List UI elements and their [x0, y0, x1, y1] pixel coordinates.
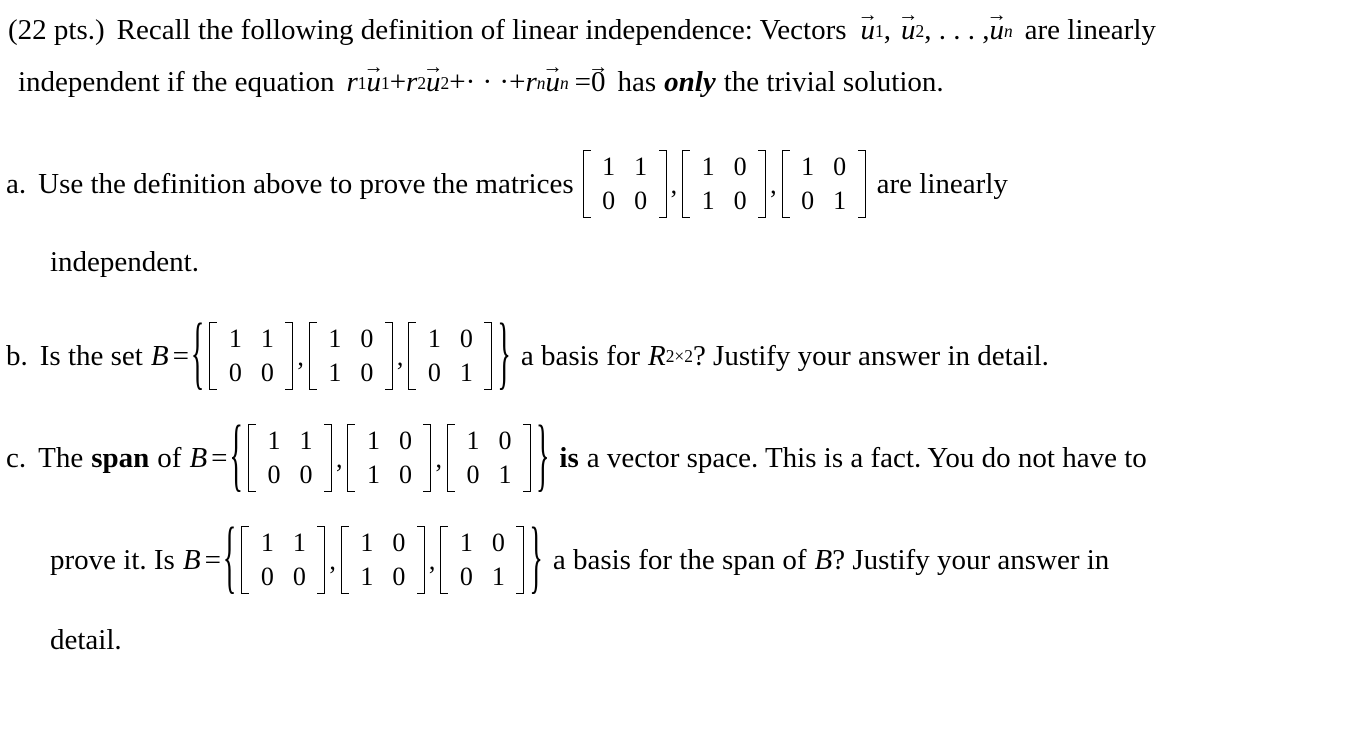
zero-vector: → 0 [591, 68, 606, 97]
set-B: { 1 1 0 0 , 1 0 1 0 , 1 0 0 1 } [222, 513, 543, 604]
intro-text: Recall the following definition of linear independence: Vectors [116, 14, 847, 46]
part-a-label: a. [6, 167, 27, 200]
points-label: (22 pts.) [8, 14, 105, 46]
part-c-line-3: detail. [50, 624, 122, 656]
intro-text: are linearly [1024, 14, 1156, 46]
matrix-1: 1 1 0 0 [583, 150, 667, 218]
part-c-line-2: prove it. Is B = { 1 1 0 0 , 1 0 1 0 , 1 0 0 1 } a basis for the span of B ? Justify your answer in [50, 513, 1110, 604]
emphasis-only: only [664, 66, 716, 98]
intro-line-1: (22 pts.) Recall the following definition of linear independence: Vectors → u 1 , → u 2 , . . . , → u n are linearly [8, 16, 1156, 45]
vector-u: → u [901, 16, 916, 45]
part-b-line: b. Is the set B = { 1 1 0 0 , 1 0 1 0 , 1 0 0 1 } a basis for R 2×2 ? Justify your answer in detail. [6, 309, 1049, 400]
set-B: { 1 1 0 0 , 1 0 1 0 , 1 0 0 1 } [190, 309, 511, 400]
part-a-line-1: a. Use the definition above to prove the matrices 1 1 0 0 , 1 0 1 0 , 1 0 0 1 are linearly [6, 150, 1008, 218]
intro-line-2: independent if the equation r 1 → u 1 + r 2 → u 2 +· · ·+ r n → u n = → 0 has only the trivial solution. [18, 68, 944, 97]
part-b-label: b. [6, 339, 28, 372]
part-a-line-2: independent. [50, 246, 199, 278]
part-c-line-1: c. The span of B = { 1 1 0 0 , 1 0 1 0 , 1 0 0 1 } is a vector space. This is a fact. You do not have to [6, 411, 1147, 502]
set-B: { 1 1 0 0 , 1 0 1 0 , 1 0 0 1 } [229, 411, 550, 502]
intro-text: independent if the equation [18, 66, 335, 98]
part-c-label: c. [6, 441, 27, 474]
emphasis-span: span [91, 441, 150, 474]
vector-u: → u [989, 16, 1004, 45]
vector-u: → u [861, 16, 876, 45]
matrix-3: 1 0 0 1 [782, 150, 866, 218]
matrix-2: 1 0 1 0 [682, 150, 766, 218]
